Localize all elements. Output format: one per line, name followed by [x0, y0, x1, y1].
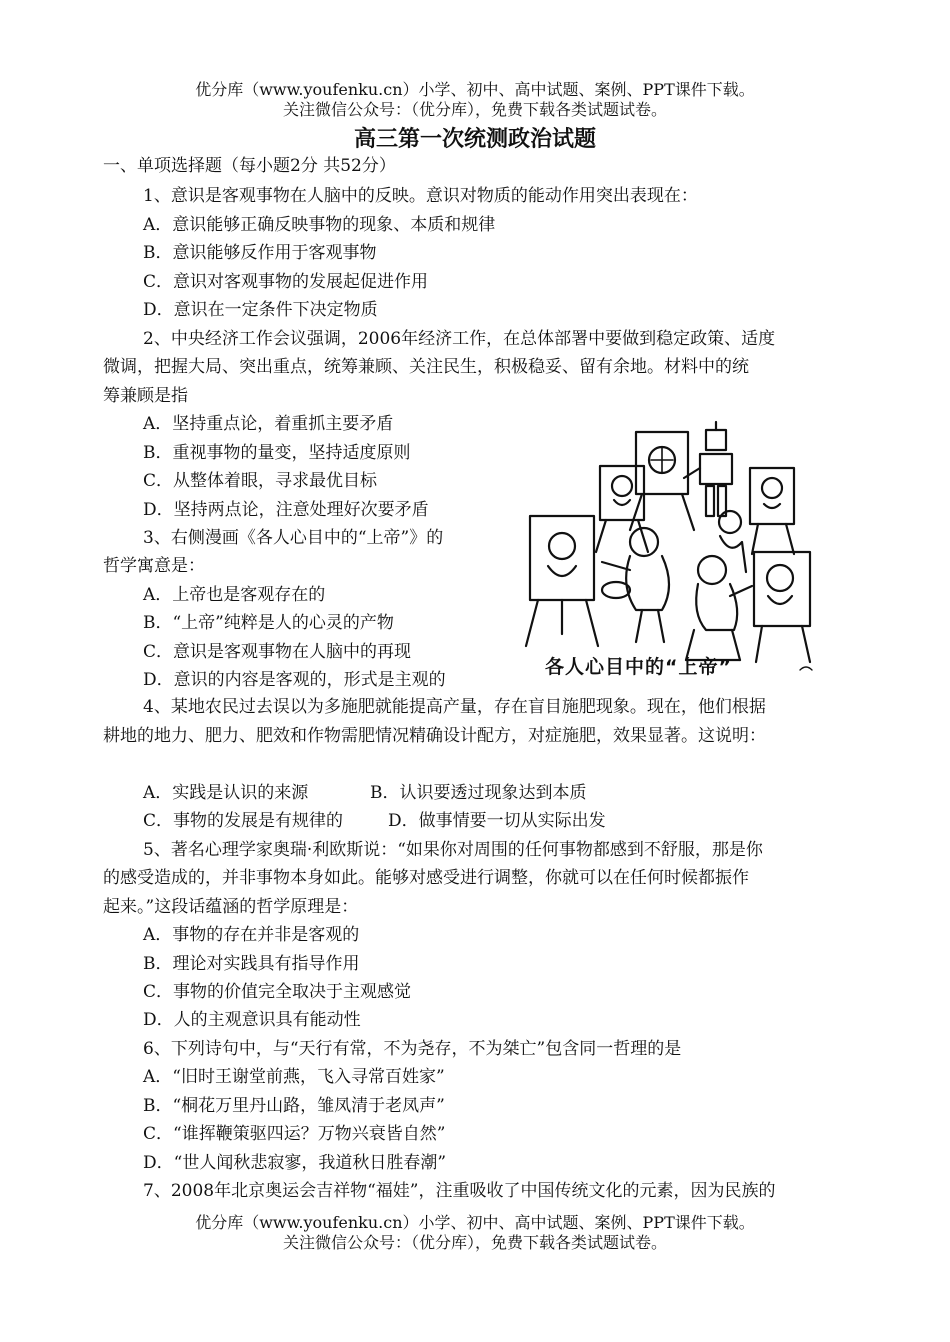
q4-stem-line-2: 耕地的地力、肥力、肥效和作物需肥情况精确设计配方，对症施肥，效果显著。这说明： — [103, 726, 766, 746]
section-heading: 一、单项选择题（每小题2分 共52分） — [103, 156, 396, 176]
header-line-2: 关注微信公众号：（优分库），免费下载各类试题试卷。 — [282, 100, 667, 119]
cartoon-caption: 各人心目中的“上帝” — [545, 656, 732, 678]
painter-right — [686, 556, 752, 660]
q1-option-a: A．意识能够正确反映事物的现象、本质和规律 — [143, 215, 496, 235]
q2-stem-line-1: 2、中央经济工作会议强调，2006年经济工作，在总体部署中要做到稳定政策、适度 — [143, 329, 776, 349]
q5-stem-line-2: 的感受造成的，并非事物本身如此。能够对感受进行调整，你就可以在任何时候都振作 — [103, 868, 749, 888]
q2-option-b: B．重视事物的量变，坚持适度原则 — [143, 443, 411, 463]
q5-option-a: A．事物的存在并非是客观的 — [143, 925, 360, 945]
easel-left — [526, 516, 598, 646]
q2-option-c: C．从整体着眼，寻求最优目标 — [143, 471, 378, 491]
q2-stem-line-2: 微调，把握大局、突出重点，统筹兼顾、关注民生，积极稳妥、留有余地。材料中的统 — [103, 357, 749, 377]
robot-painter — [684, 422, 732, 516]
q3-stem-line-2: 哲学寓意是： — [103, 556, 205, 576]
page-title: 高三第一次统测政治试题 — [353, 126, 596, 152]
q6-option-c: C．“谁挥鞭策驱四运？万物兴衰皆自然” — [143, 1124, 446, 1144]
easel-left-top — [596, 466, 648, 552]
q4-stem-line-1: 4、某地农民过去误以为多施肥就能提高产量，存在盲目施肥现象。现在，他们根据 — [143, 697, 766, 717]
q5-option-d: D．人的主观意识具有能动性 — [143, 1010, 361, 1030]
q3-option-c: C．意识是客观事物在人脑中的再现 — [143, 642, 412, 662]
q1-option-d: D．意识在一定条件下决定物质 — [143, 300, 378, 320]
q2-option-a: A．坚持重点论，着重抓主要矛盾 — [143, 414, 394, 434]
q5-option-c: C．事物的价值完全取决于主观感觉 — [143, 982, 412, 1002]
easel-right — [754, 552, 810, 662]
easel-top — [630, 432, 694, 530]
q5-stem-line-1: 5、著名心理学家奥瑞·利欧斯说：“如果你对周围的任何事物都感到不舒服，那是你 — [143, 840, 763, 860]
q6-option-b: B．“桐花万里丹山路，雏凤清于老凤声” — [143, 1096, 445, 1116]
q1-option-c: C．意识对客观事物的发展起促进作用 — [143, 272, 429, 292]
header-line-1: 优分库（www.youfenku.cn）小学、初中、高中试题、案例、PPT课件下载。 — [195, 80, 755, 99]
footer-line-2: 关注微信公众号：（优分库），免费下载各类试题试卷。 — [282, 1233, 667, 1252]
q3-option-d: D．意识的内容是客观的，形式是主观的 — [143, 670, 446, 690]
q1-stem: 1、意识是客观事物在人脑中的反映。意识对物质的能动作用突出表现在： — [143, 186, 698, 206]
q3-stem-line-1: 3、右侧漫画《各人心目中的“上帝”》的 — [143, 528, 444, 548]
q4-option-b: B．认识要透过现象达到本质 — [370, 783, 587, 803]
q3-option-a: A．上帝也是客观存在的 — [143, 585, 326, 605]
q5-option-b: B．理论对实践具有指导作用 — [143, 954, 360, 974]
q4-option-c: C．事物的发展是有规律的 — [143, 811, 344, 831]
q4-option-a: A．实践是认识的来源 — [143, 783, 309, 803]
q2-stem-line-3: 筹兼顾是指 — [103, 386, 188, 406]
q6-option-a: A．“旧时王谢堂前燕，飞入寻常百姓家” — [143, 1067, 445, 1087]
painter-left — [602, 528, 669, 642]
q1-option-b: B．意识能够反作用于客观事物 — [143, 243, 377, 263]
q7-stem: 7、2008年北京奥运会吉祥物“福娃”，注重吸收了中国传统文化的元素，因为民族的 — [143, 1181, 776, 1201]
cartoon-illustration — [518, 420, 820, 682]
q4-option-d: D．做事情要一切从实际出发 — [388, 811, 606, 831]
q5-stem-line-3: 起来。”这段话蕴涵的哲学原理是： — [103, 897, 359, 917]
q6-option-d: D．“世人闻秋悲寂寥，我道秋日胜春潮” — [143, 1153, 447, 1173]
footer-line-1: 优分库（www.youfenku.cn）小学、初中、高中试题、案例、PPT课件下载。 — [195, 1213, 755, 1232]
q6-stem: 6、下列诗句中，与“天行有常，不为尧存，不为桀亡”包含同一哲理的是 — [143, 1039, 682, 1059]
q2-option-d: D．坚持两点论，注意处理好次要矛盾 — [143, 500, 429, 520]
q3-option-b: B．“上帝”纯粹是人的心灵的产物 — [143, 613, 394, 633]
